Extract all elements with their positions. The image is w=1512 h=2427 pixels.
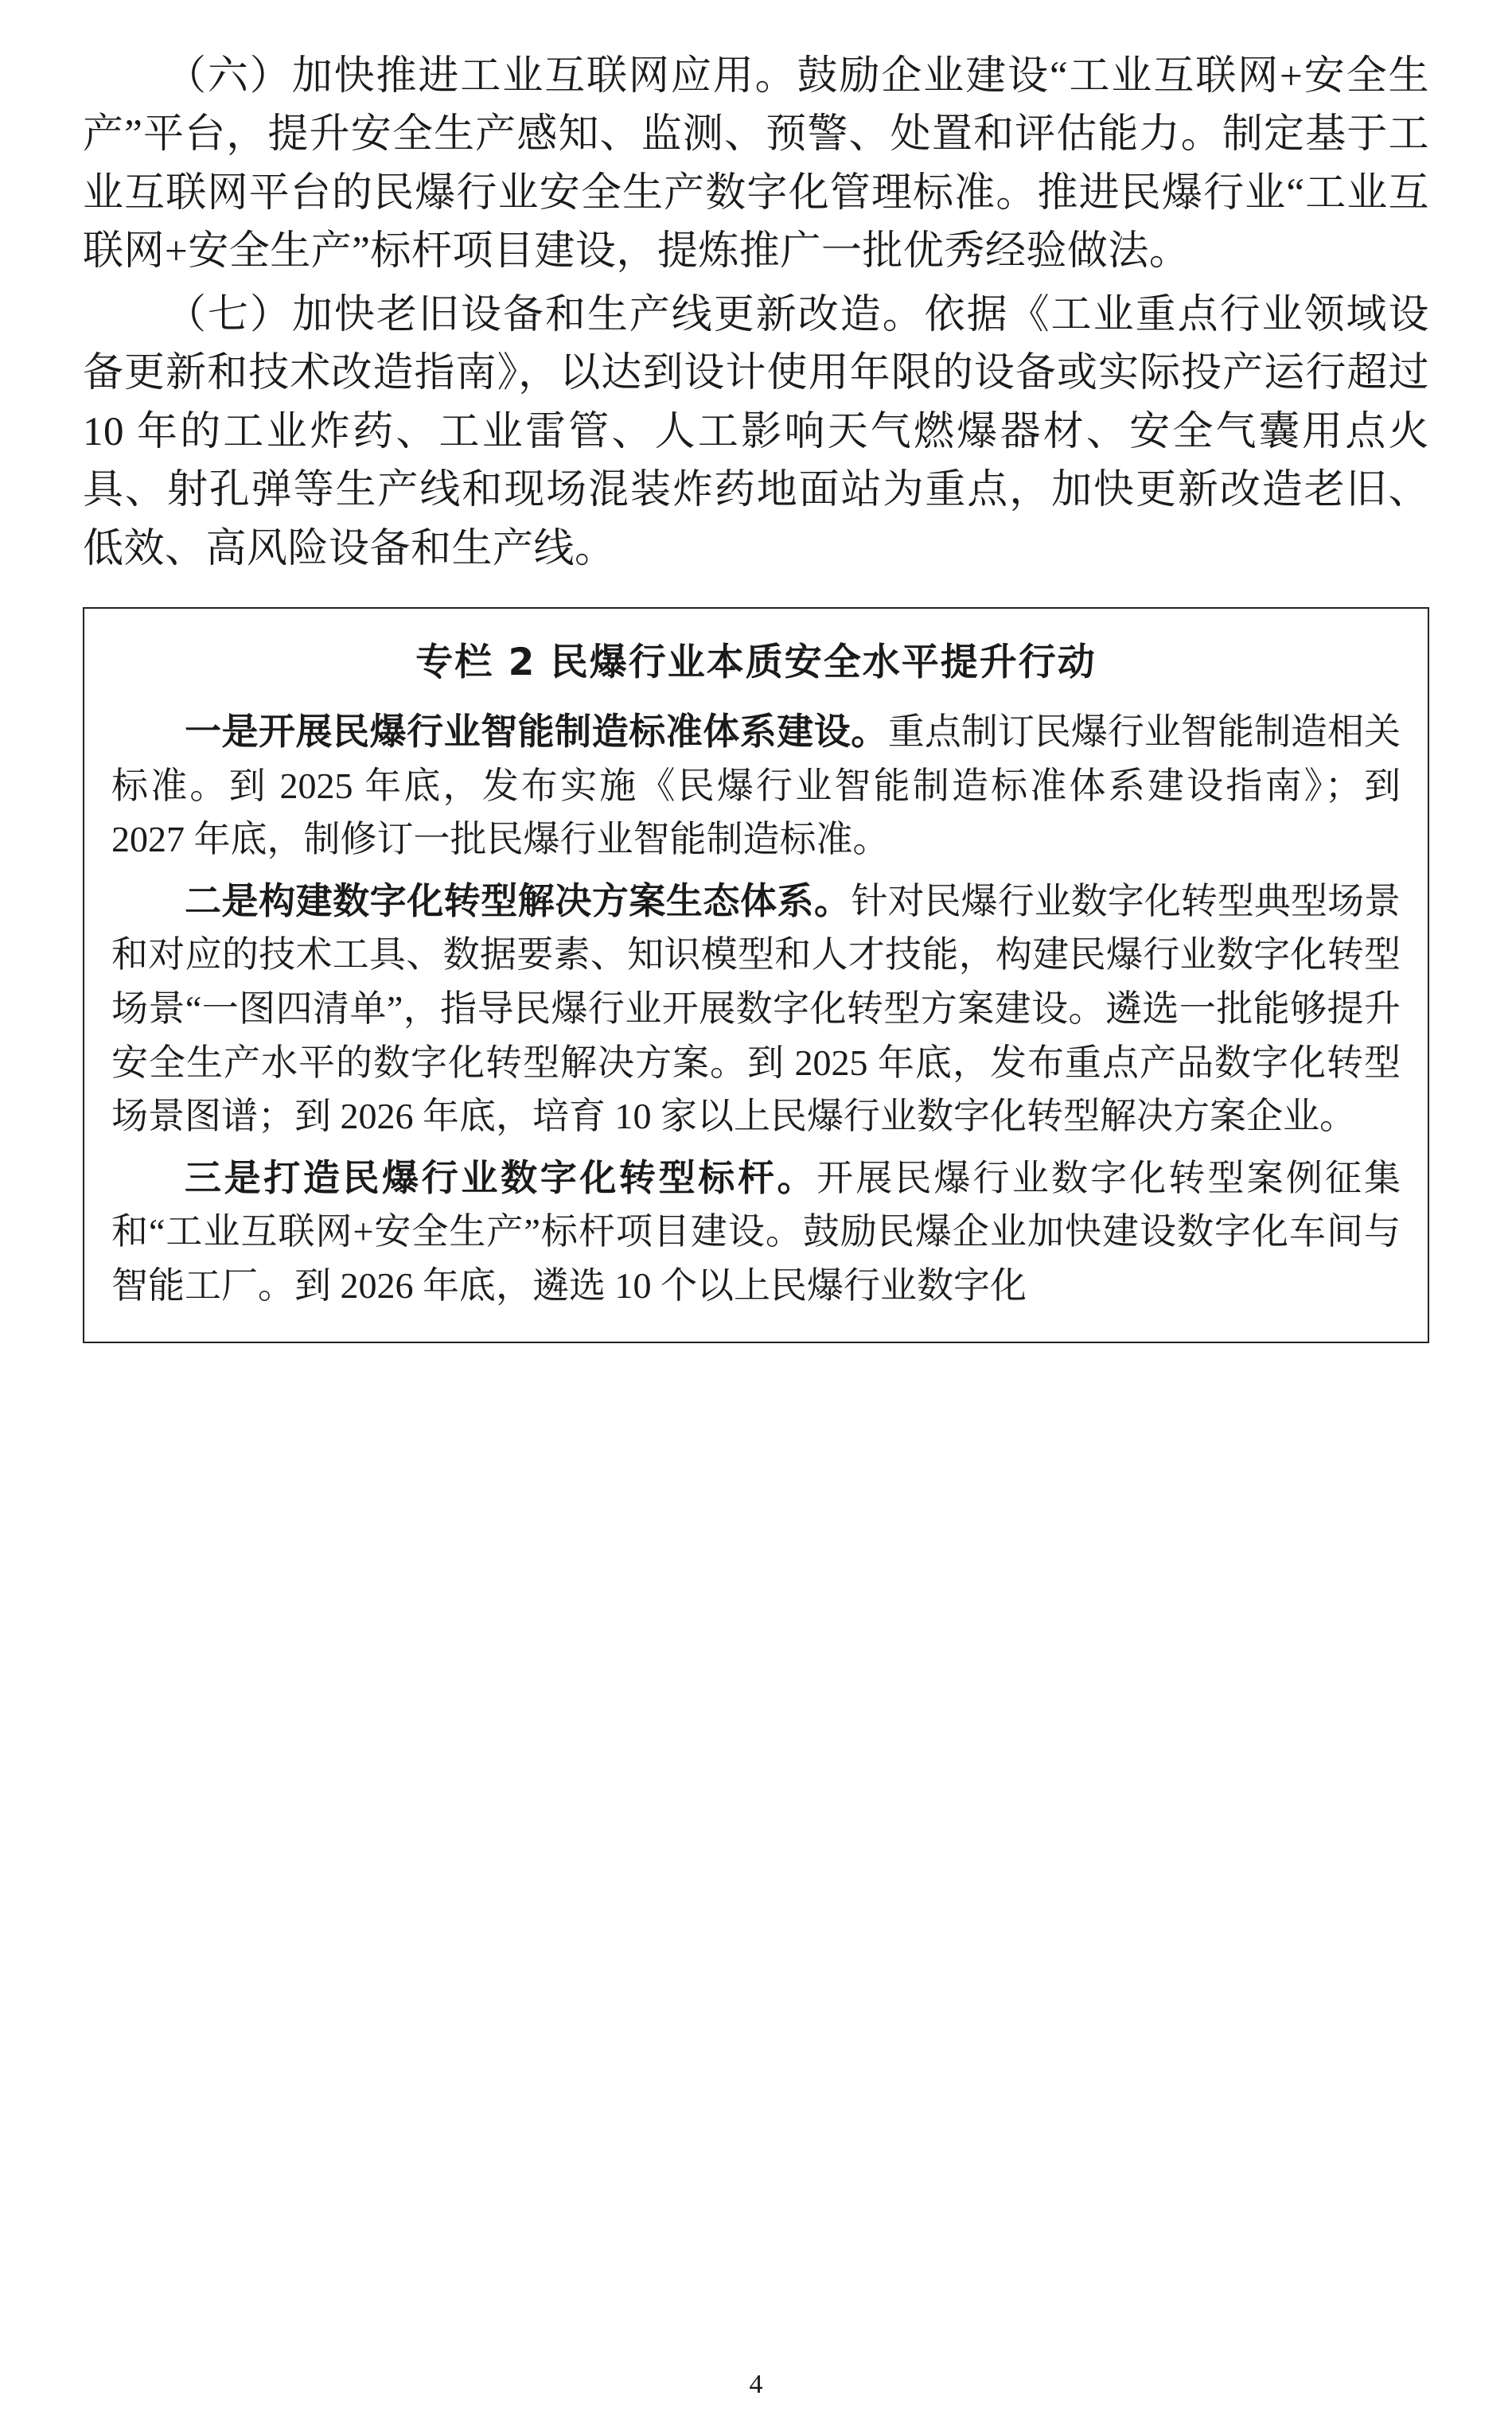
paragraph-seven: （七）加快老旧设备和生产线更新改造。依据《工业重点行业领域设备更新和技术改造指南》，以达到设计使用年限的设备或实际投产运行超过 10 年的工业炸药、工业雷管、人工影响天气燃爆器材、安全气囊用点火具、射孔弹等生产线和现场混装炸药地面站为重点，加快更新改造老旧、低效、高风险设备和生产线。 bbox=[83, 292, 1429, 571]
box-item-2-text: 针对民爆行业数字化转型典型场景和对应的技术工具、数据要素、知识模型和人才技能，构建民爆行业数字化转型场景“一图四清单”，指导民爆行业开展数字化转型方案建设。遴选一批能够提升安全生产水平的数字化转型解决方案。到 2025 年底，发布重点产品数字化转型场景图谱；到 2026 年底，培育 10 家以上民爆行业数字化转型解决方案企业。 bbox=[111, 880, 1401, 1137]
box-item-1-text: 重点制订民爆行业智能制造相关标准。到 2025 年底，发布实施《民爆行业智能制造标准体系建设指南》；到 2027 年底，制修订一批民爆行业智能制造标准。 bbox=[111, 711, 1401, 860]
box-item-3-text: 开展民爆行业数字化转型案例征集和“工业互联网+安全生产”标杆项目建设。鼓励民爆企业加快建设数字化车间与智能工厂。到 2026 年底，遴选 10 个以上民爆行业数字化 bbox=[111, 1157, 1401, 1307]
box-title: 专栏 2 民爆行业本质安全水平提升行动 bbox=[415, 640, 1097, 684]
highlight-box-column-2 bbox=[83, 607, 1429, 1343]
box-item-3-lead: 三是打造民爆行业数字化转型标杆。 bbox=[185, 1155, 817, 1199]
box-item-1 bbox=[111, 705, 1401, 867]
box-item-3 bbox=[111, 1151, 1401, 1313]
paragraph-six: （六）加快推进工业互联网应用。鼓励企业建设“工业互联网+安全生产”平台，提升安全生产感知、监测、预警、处置和评估能力。制定基于工业互联网平台的民爆行业安全生产数字化管理标准。推进民爆行业“工业互联网+安全生产”标杆项目建设，提炼推广一批优秀经验做法。 bbox=[83, 54, 1429, 275]
box-item-2 bbox=[111, 875, 1401, 1143]
page-number: 4 bbox=[749, 2370, 763, 2399]
box-item-2-lead: 二是构建数字化转型解决方案生态体系。 bbox=[185, 878, 851, 922]
box-item-1-lead: 一是开展民爆行业智能制造标准体系建设。 bbox=[185, 709, 888, 753]
body-text-block bbox=[83, 48, 1429, 579]
